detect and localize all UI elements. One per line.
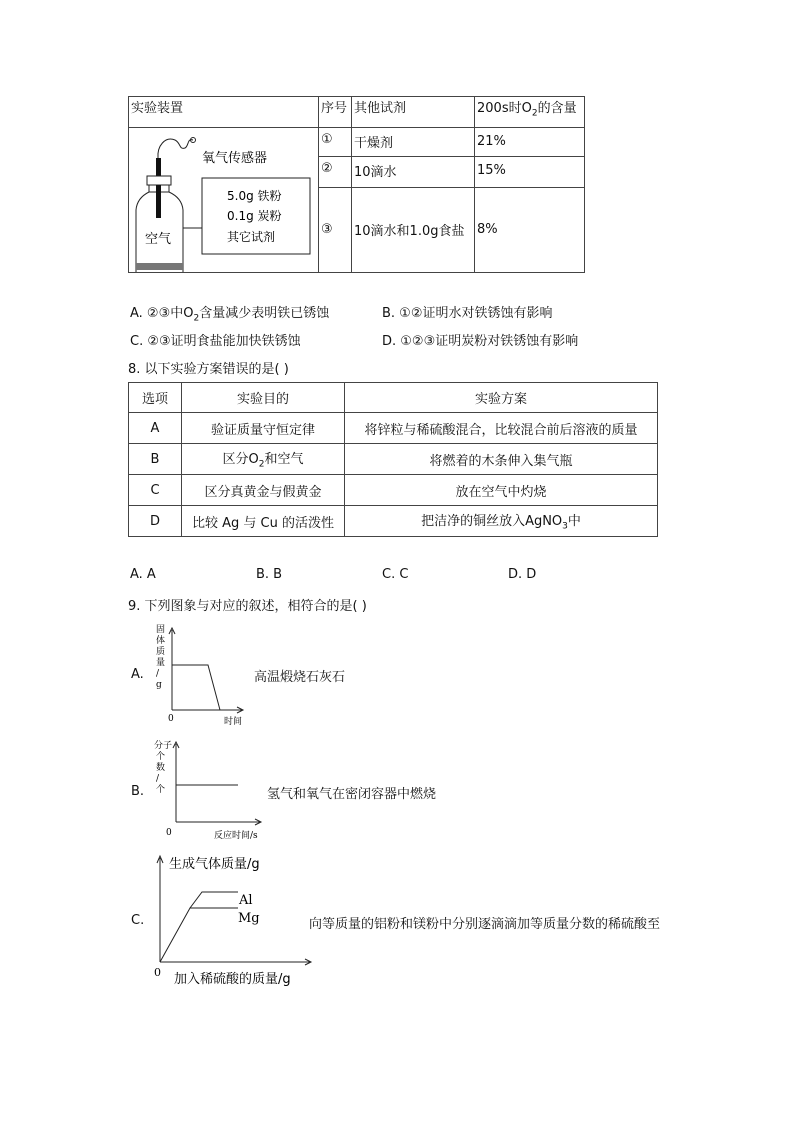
row2-reagent: 10滴水 xyxy=(352,157,475,187)
sensor-label: 氧气传感器 xyxy=(202,151,268,166)
q9-a-ylabel-5: / xyxy=(156,669,160,679)
q8-row-c-plan: 放在空气中灼烧 xyxy=(345,475,658,506)
header-apparatus: 实验装置 xyxy=(129,97,319,128)
q8-header-plan: 实验方案 xyxy=(345,383,658,413)
q8-table xyxy=(128,382,658,537)
q8-option-d: D. D xyxy=(508,567,537,582)
air-label: 空气 xyxy=(145,232,172,247)
q8-row-c-purpose: 区分真黄金与假黄金 xyxy=(182,475,345,506)
box-line-2: 0.1g 炭粉 xyxy=(227,209,282,223)
q9-c-ylabel: 生成气体质量/g xyxy=(169,857,260,872)
q9-c-graph xyxy=(150,852,320,992)
q9-a-ylabel-2: 体 xyxy=(156,636,166,646)
q9-b-xlabel: 反应时间/s xyxy=(214,831,258,841)
q9-b-ylabel-1: 分子 xyxy=(154,741,173,751)
q9-b-ylabel-4: / xyxy=(156,774,160,784)
q8-row-b-plan: 将燃着的木条伸入集气瓶 xyxy=(345,444,658,475)
q9-a-desc: 高温煅烧石灰石 xyxy=(254,670,346,685)
q8-row-d-option: D xyxy=(129,506,182,537)
experiment-table xyxy=(128,96,585,273)
q9-stem: 9. 下列图象与对应的叙述，相符合的是( ) xyxy=(128,599,367,614)
q8-row-a-option: A xyxy=(129,413,182,444)
row3-o2: 8% xyxy=(475,187,585,272)
q9-a-label: A. xyxy=(131,667,144,682)
q8-row-b-option: B xyxy=(129,444,182,475)
q8-row-a-plan: 将锌粒与稀硫酸混合，比较混合前后溶液的质量 xyxy=(345,413,658,444)
q8-header-purpose: 实验目的 xyxy=(182,383,345,413)
q7-option-b: B. ①②证明水对铁锈蚀有影响 xyxy=(382,306,553,321)
q7-option-d: D. ①②③证明炭粉对铁锈蚀有影响 xyxy=(382,334,579,349)
row2-o2: 15% xyxy=(475,157,585,187)
row2-no: ② xyxy=(319,157,352,187)
box-line-3: 其它试剂 xyxy=(227,230,276,244)
q8-option-a: A. A xyxy=(130,567,156,582)
q9-a-graph xyxy=(150,620,260,730)
q9-a-ylabel-3: 质 xyxy=(156,647,166,657)
q8-option-c: C. C xyxy=(382,567,409,582)
q8-option-b: B. B xyxy=(256,567,283,582)
q9-c-label: C. xyxy=(131,913,145,928)
q8-stem: 8. 以下实验方案错误的是( ) xyxy=(128,362,289,377)
row1-no: ① xyxy=(319,128,352,157)
q9-a-xlabel: 时间 xyxy=(224,717,243,727)
q8-row-b-purpose: 区分$O_2$和空气 xyxy=(182,444,345,475)
q8-row-d-plan: 把洁净的铜丝放入AgNO$_3$中 xyxy=(345,506,658,537)
q8-row-d-purpose: 比较 Ag 与 Cu 的活泼性 xyxy=(182,506,345,537)
apparatus-drawing xyxy=(129,128,316,272)
q9-a-origin: 0 xyxy=(168,714,174,724)
q9-b-label: B. xyxy=(131,784,145,799)
q8-header-option: 选项 xyxy=(129,383,182,413)
q8-row-a-purpose: 验证质量守恒定律 xyxy=(182,413,345,444)
header-reagent: 其他试剂 xyxy=(352,97,475,128)
row3-reagent: 10滴水和1.0g食盐 xyxy=(352,187,475,272)
q9-b-ylabel-5: 个 xyxy=(156,785,166,795)
q9-c-desc: 向等质量的铝粉和镁粉中分别逐滴滴加等质量分数的稀硫酸至 xyxy=(309,917,661,932)
header-o2: 200s时$O_2$的含量 xyxy=(475,97,585,128)
q7-option-a: A. ②③中$O_2$含量减少表明铁已锈蚀 xyxy=(130,306,330,324)
q9-c-series-al: Al xyxy=(239,893,253,908)
q7-option-c: C. ②③证明食盐能加快铁锈蚀 xyxy=(130,334,301,349)
q9-b-desc: 氢气和氧气在密闭容器中燃烧 xyxy=(267,787,437,802)
q9-c-series-mg: Mg xyxy=(238,911,260,926)
q9-b-origin: 0 xyxy=(166,828,172,838)
q9-a-ylabel-6: g xyxy=(156,680,162,690)
header-no: 序号 xyxy=(319,97,352,128)
row3-no: ③ xyxy=(319,187,352,272)
row1-o2: 21% xyxy=(475,128,585,157)
q9-b-ylabel-2: 个 xyxy=(156,752,166,762)
q8-row-c-option: C xyxy=(129,475,182,506)
row1-reagent: 干燥剂 xyxy=(352,128,475,157)
q9-a-ylabel-1: 固 xyxy=(156,625,166,635)
apparatus-cell xyxy=(129,128,319,273)
q9-c-origin: 0 xyxy=(154,966,161,979)
q9-b-ylabel-3: 数 xyxy=(156,763,166,773)
q9-b-graph xyxy=(150,738,280,844)
q9-a-ylabel-4: 量 xyxy=(156,658,166,668)
q9-c-xlabel: 加入稀硫酸的质量/g xyxy=(174,972,291,987)
box-line-1: 5.0g 铁粉 xyxy=(227,189,282,203)
